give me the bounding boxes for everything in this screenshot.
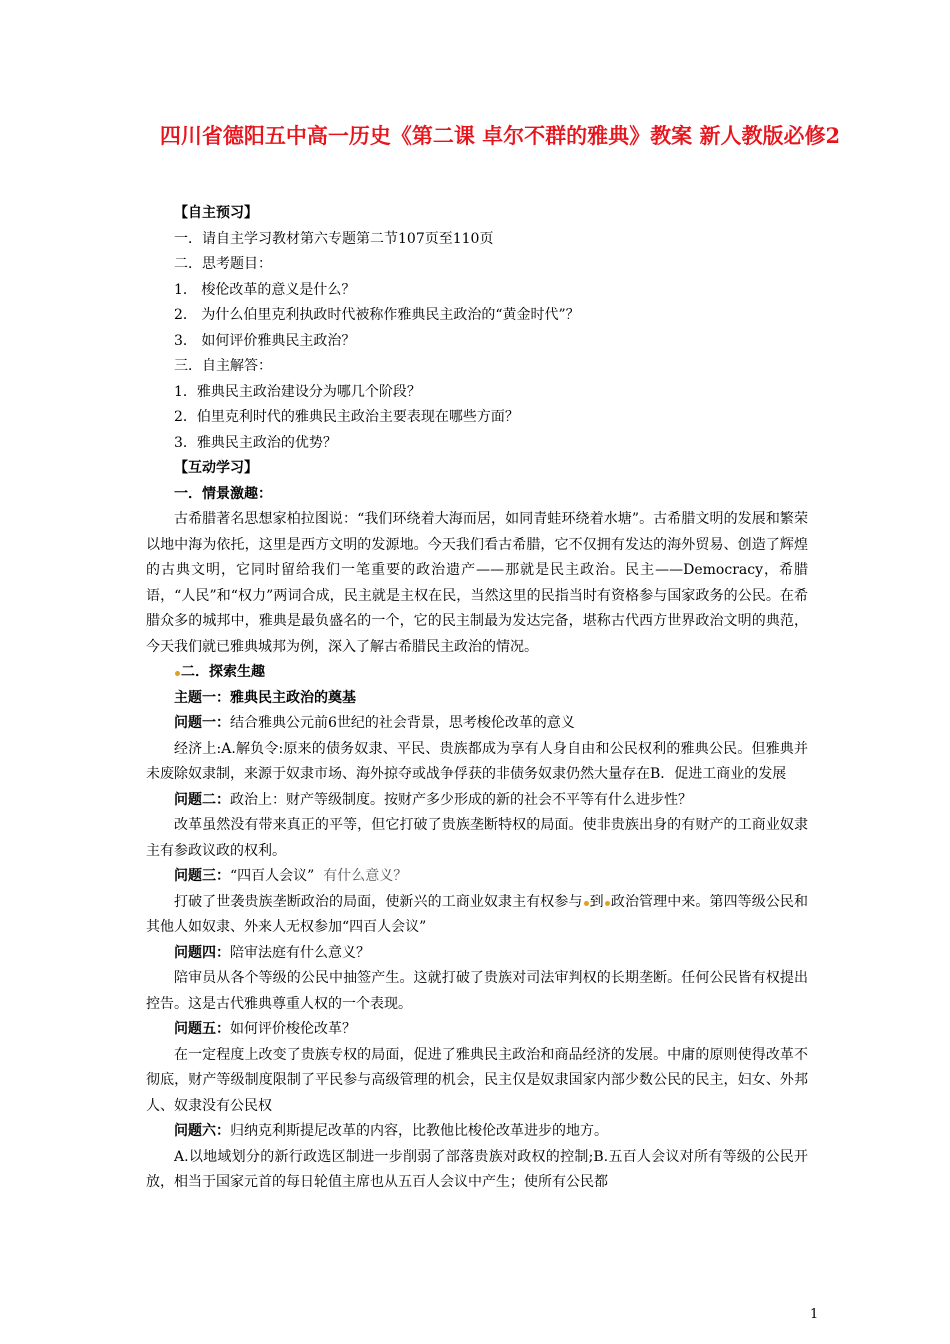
question-text: 归纳克利斯提尼改革的内容，比教他比梭伦改革进步的地方。 (230, 1123, 608, 1139)
question (146, 864, 808, 890)
list-item: 1．雅典民主政治建设分为哪几个阶段？ (174, 383, 421, 400)
question (146, 941, 808, 967)
section-heading-interact: 【互动学习】 (174, 460, 258, 476)
answer: A.以地域划分的新行政选区制进一步削弱了部落贵族对政权的控制;B.五百人会议对所有等级的公民开放，相当于国家元首的每日轮值主席也从五百人会议中产生；使所有公民都 (146, 1148, 808, 1190)
question-text: 陪审法庭有什么意义？ (230, 944, 370, 961)
paragraph: 三．自主解答： (174, 358, 272, 374)
question-label: 问题三： (174, 868, 230, 884)
answer (146, 890, 808, 941)
question-label: 问题二： (174, 791, 230, 808)
question-text: 如何评价梭伦改革？ (230, 1021, 356, 1037)
theme-heading: 主题一：雅典民主政治的奠基 (174, 689, 356, 706)
document-title: 四川省德阳五中高一历史《第二课 卓尔不群的雅典》教案 新人教版必修2 (159, 123, 841, 148)
paragraph: 二．思考题目： (174, 256, 272, 272)
answer: 经济上:A.解负令:原来的债务奴隶、平民、贵族都成为享有人身自由和公民权利的雅典公民。但雅典并未废除奴隶制，来源于奴隶市场、海外掠夺或战争俘获的非债务奴隶仍然大量存在B．促进工商业的发展 (146, 740, 808, 782)
question (146, 788, 808, 814)
edit-mark-icon (584, 901, 589, 906)
subsection-heading: 一．情景激趣： (174, 485, 272, 502)
document-body (146, 201, 808, 1196)
paragraph: 一．请自主学习教材第六专题第二节107页至110页 (174, 230, 494, 247)
list-item: 3．雅典民主政治的优势？ (174, 434, 337, 451)
list-item: 2．伯里克利时代的雅典民主政治主要表现在哪些方面？ (174, 409, 519, 425)
subsection-heading (146, 660, 808, 686)
section-heading-preview: 【自主预习】 (174, 205, 258, 221)
question (146, 1119, 808, 1145)
edit-mark-icon (175, 671, 180, 676)
question (146, 1017, 808, 1043)
question-label: 问题一： (174, 715, 230, 731)
question (146, 711, 808, 737)
question-text: 结合雅典公元前6世纪的社会背景，思考梭伦改革的意义 (230, 715, 575, 731)
list-item: 3． 如何评价雅典民主政治？ (174, 332, 356, 349)
answer: 陪审员从各个等级的公民中抽签产生。这就打破了贵族对司法审判权的长期垄断。任何公民皆有权提出控告。这是古代雅典尊重人权的一个表现。 (146, 970, 808, 1012)
list-item: 1． 梭伦改革的意义是什么？ (174, 281, 356, 298)
list-item: 2． 为什么伯里克利执政时代被称作雅典民主政治的“黄金时代”？ (174, 307, 580, 323)
question-text: “四百人会议” (230, 868, 315, 884)
answer: 改革虽然没有带来真正的平等，但它打破了贵族垄断特权的局面。使非贵族出身的有财产的工商业奴隶主有参政议政的权利。 (146, 817, 808, 859)
subsection-heading-text: 二．探索生趣 (181, 664, 265, 680)
answer-part: 政治管理中来。第四等级公民和其他人如奴隶、外来人无权参加“四百人会议” (146, 893, 809, 935)
question-text: 政治上：财产等级制度。按财产多少形成的新的社会不平等有什么进步性？ (230, 791, 692, 808)
answer: 在一定程度上改变了贵族专权的局面，促进了雅典民主政治和商品经济的发展。中庸的原则使得改革不彻底，财产等级制度限制了平民参与高级管理的机会，民主仅是奴隶国家内部少数公民的民主，妇女、外邦人、奴隶没有公民权 (146, 1046, 808, 1114)
question-label: 问题六： (174, 1123, 230, 1139)
question-label: 问题五： (174, 1021, 230, 1037)
question-text-suffix: 有什么意义？ (323, 868, 408, 884)
answer-part: 到 (589, 893, 604, 910)
paragraph: 古希腊著名思想家柏拉图说：“我们环绕着大海而居，如同青蛙环绕着水塘”。古希腊文明的发展和繁荣以地中海为依托，这里是西方文明的发源地。今天我们看古希腊，它不仅拥有发达的海外贸易、创造了辉煌的古典文明，它同时留给我们一笔重要的政治遗产——那就是民主政治。民主——Democracy，希腊语，“人民”和“权力”两词合成，民主就是主权在民，当然这里的民指当时有资格参与国家政务的公民。在希腊众多的城邦中，雅典是最负盛名的一个，它的民主制最为发达完备，堪称古代西方世界政治文明的典范，今天我们就已雅典城邦为例，深入了解古希腊民主政治的情况。 (146, 511, 808, 655)
edit-mark-icon (605, 901, 610, 906)
answer-part: 打破了世袭贵族垄断政治的局面，使新兴的工商业奴隶主有权参与 (174, 893, 583, 910)
page-number: 1 (810, 1307, 819, 1322)
question-label: 问题四： (174, 944, 230, 961)
